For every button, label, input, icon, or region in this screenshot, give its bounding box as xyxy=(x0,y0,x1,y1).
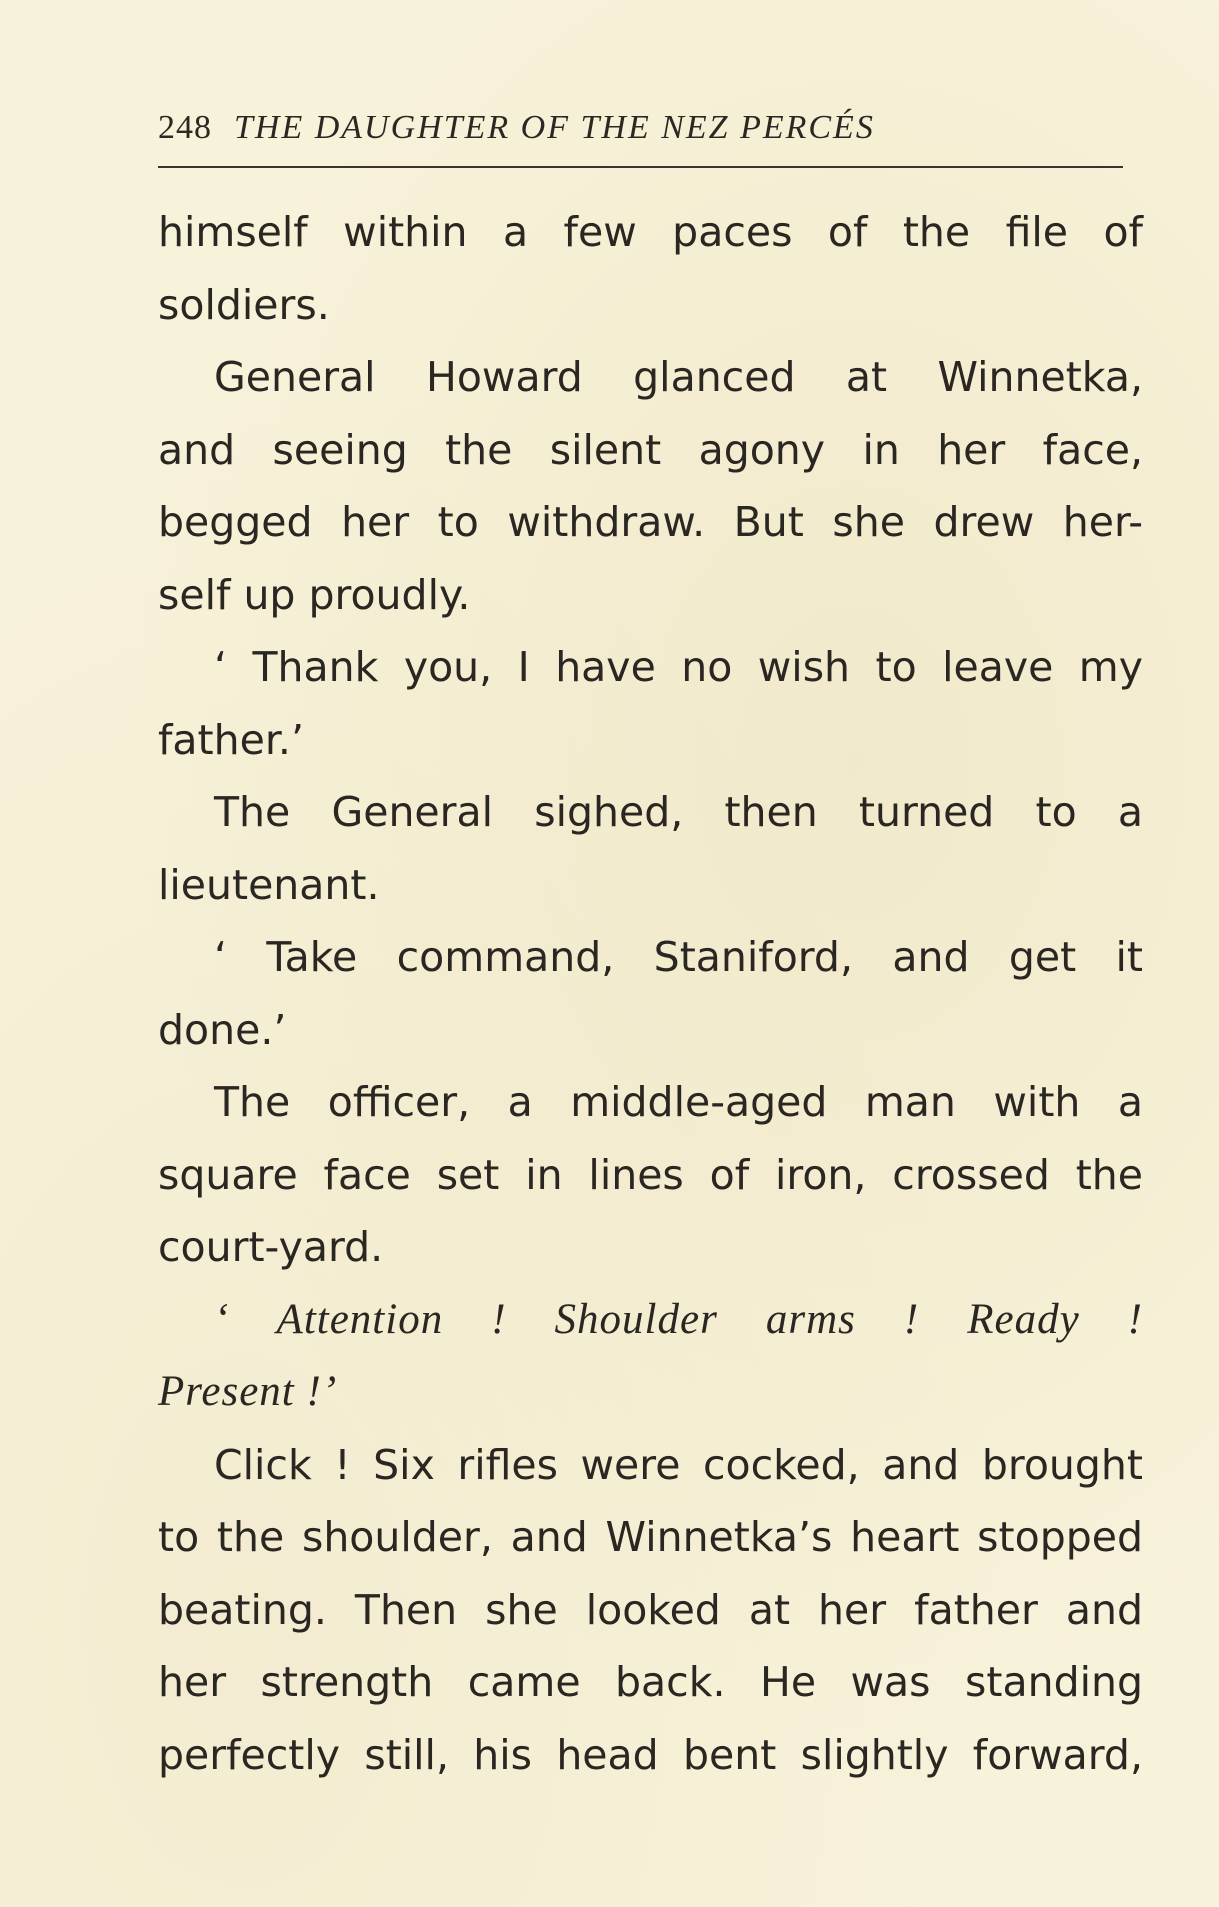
text-line: her strength came back. He was standing xyxy=(158,1658,1143,1706)
header-rule xyxy=(158,166,1123,168)
running-head xyxy=(158,108,1138,148)
text-line: perfectly still, his head bent slightly forward, xyxy=(158,1730,1143,1779)
text-line: ‘ Attention ! Shoulder arms ! Ready ! xyxy=(214,1295,1143,1343)
text-line: done.’ xyxy=(158,1005,287,1054)
text-line: begged her to withdraw. But she drew her- xyxy=(158,498,1143,546)
text-line: soldiers. xyxy=(158,280,330,329)
text-line: self up proudly. xyxy=(158,570,471,619)
text-line: to the shoulder, and Winnetka’s heart stopped xyxy=(158,1513,1143,1561)
text-line: ‘ Take command, Staniford, and get it xyxy=(214,933,1143,981)
body-text xyxy=(158,196,1143,1791)
text-line: court-yard. xyxy=(158,1223,384,1271)
running-title: THE DAUGHTER OF THE NEZ PERCÉS xyxy=(234,109,875,146)
text-line: and seeing the silent agony in her face, xyxy=(158,425,1143,474)
text-line: Click ! Six rifles were cocked, and brought xyxy=(214,1440,1143,1489)
text-line: The officer, a middle-aged man with a xyxy=(214,1078,1143,1126)
text-line: square face set in lines of iron, crossed the xyxy=(158,1150,1143,1199)
text-line: General Howard glanced at Winnetka, xyxy=(214,353,1143,401)
text-line: lieutenant. xyxy=(158,860,380,909)
text-line: Present !’ xyxy=(158,1368,338,1415)
page-number: 248 xyxy=(158,109,212,146)
text-line: The General sighed, then turned to a xyxy=(214,788,1143,836)
text-line: ‘ Thank you, I have no wish to leave my xyxy=(214,643,1143,691)
text-line: himself within a few paces of the file of xyxy=(158,208,1143,256)
text-line: father.’ xyxy=(158,715,305,764)
text-line: beating. Then she looked at her father and xyxy=(158,1585,1143,1634)
